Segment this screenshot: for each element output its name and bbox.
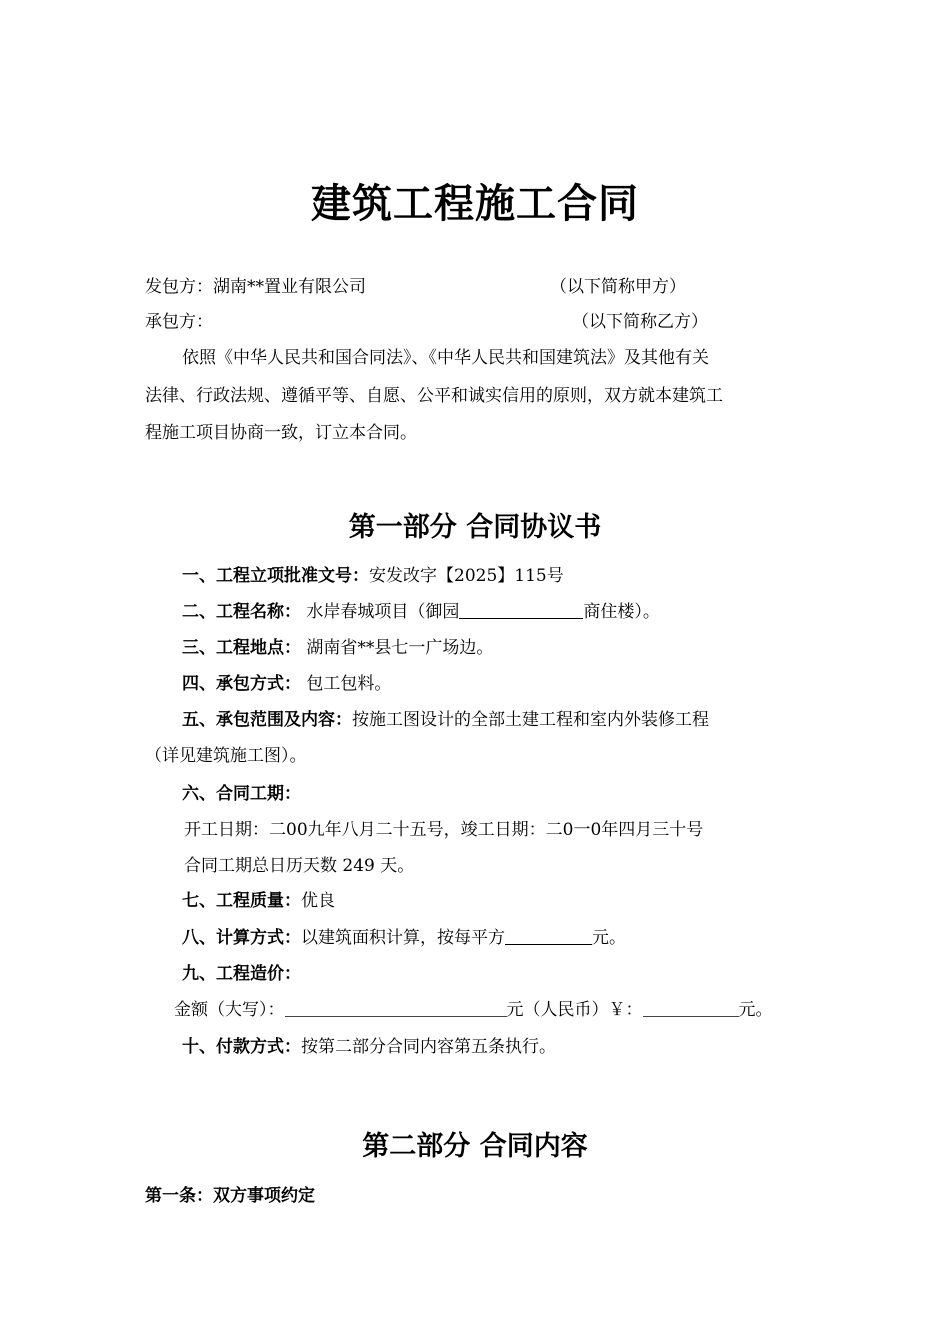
amount-line xyxy=(174,999,773,1021)
party-b-alias: （以下简称乙方） xyxy=(572,312,708,332)
item-value: 以建筑面积计算，按每平方 xyxy=(301,928,505,948)
item-value: 水岸春城项目（御园 xyxy=(301,602,460,622)
item-suffix: 元。 xyxy=(592,928,626,948)
item-label: 六、合同工期： xyxy=(182,784,301,804)
item-project-name xyxy=(182,601,660,623)
part2-heading: 第二部分 合同内容 xyxy=(362,1131,588,1162)
item-label: 二、工程名称： xyxy=(182,602,301,622)
duration-days: 合同工期总日历天数 249 天。 xyxy=(184,856,415,876)
article-1-heading: 第一条：双方事项约定 xyxy=(145,1186,315,1206)
item-period xyxy=(182,783,301,805)
intro-line-2: 法律、行政法规、遵循平等、自愿、公平和诚实信用的原则，双方就本建筑工 xyxy=(145,386,723,406)
item-suffix: 商住楼）。 xyxy=(583,602,660,622)
item-location xyxy=(182,637,493,659)
item-value: 湖南省**县七一广场边。 xyxy=(301,638,494,658)
project-name-blank[interactable] xyxy=(459,601,583,619)
item-calculation xyxy=(182,927,626,949)
contract-title: 建筑工程施工合同 xyxy=(311,181,639,227)
item-value: 包工包料。 xyxy=(301,674,392,694)
item-value: 按施工图设计的全部土建工程和室内外装修工程 xyxy=(352,710,709,730)
intro-line-1: 依照《中华人民共和国合同法》、《中华人民共和国建筑法》及其他有关 xyxy=(182,348,709,368)
item-label: 一、工程立项批准文号： xyxy=(182,566,369,586)
party-a-name: 湖南**置业有限公司 xyxy=(213,277,366,297)
item-payment xyxy=(182,1036,556,1058)
item-label: 八、计算方式： xyxy=(182,928,301,948)
unit-price-blank[interactable] xyxy=(505,927,592,945)
item-value: 安发改字【2025】115号 xyxy=(369,566,564,586)
part1-heading: 第一部分 合同协议书 xyxy=(348,512,602,543)
amount-words-blank[interactable] xyxy=(285,999,507,1017)
item-label: 三、工程地点： xyxy=(182,638,301,658)
party-a-alias: （以下简称甲方） xyxy=(550,277,686,297)
item-label: 九、工程造价： xyxy=(182,964,301,984)
intro-line-3: 程施工项目协商一致，订立本合同。 xyxy=(145,423,417,443)
item-value: 优良 xyxy=(301,891,335,911)
item-scope xyxy=(182,709,709,731)
item-scope-cont: （详见建筑施工图）。 xyxy=(145,746,307,766)
item-quality xyxy=(182,890,335,912)
item-label: 十、付款方式： xyxy=(182,1037,301,1057)
item-approval xyxy=(182,565,564,587)
start-end-dates: 开工日期：二00九年八月二十五号，竣工日期：二0一0年四月三十号 xyxy=(184,820,704,840)
item-value: 按第二部分合同内容第五条执行。 xyxy=(301,1037,556,1057)
party-a-line xyxy=(145,276,366,298)
amount-rmb: 元（人民币）￥： xyxy=(506,1000,643,1020)
party-b-label: 承包方： xyxy=(145,312,213,332)
item-label: 七、工程质量： xyxy=(182,891,301,911)
item-cost xyxy=(182,963,301,985)
item-contract-mode xyxy=(182,673,391,695)
amount-end: 元。 xyxy=(738,1000,773,1020)
amount-label: 金额（大写）： xyxy=(174,1000,285,1020)
item-label: 四、承包方式： xyxy=(182,674,301,694)
item-label: 五、承包范围及内容： xyxy=(182,710,352,730)
party-a-label: 发包方： xyxy=(145,277,213,297)
amount-figures-blank[interactable] xyxy=(643,999,739,1017)
